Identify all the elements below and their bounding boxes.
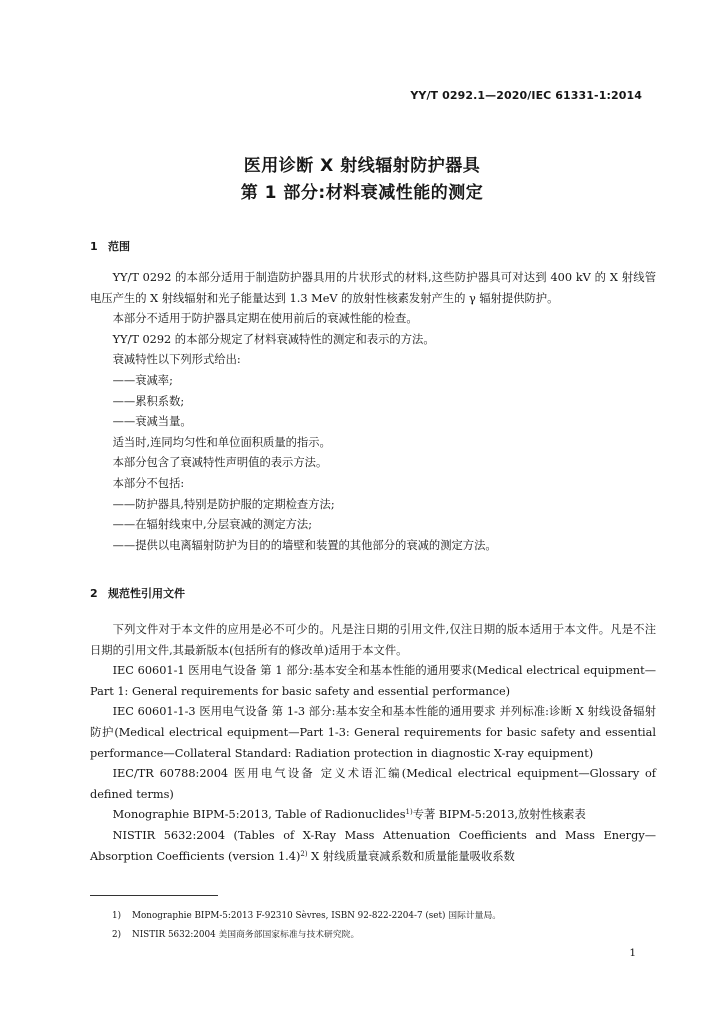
reference-item: IEC/TR 60788:2004 医用电气设备 定义术语汇编(Medical electrical equipment—Glossary of defined terms) xyxy=(90,767,656,801)
section-number: 1 xyxy=(90,240,98,253)
paragraph: YY/T 0292 的本部分适用于制造防护器具用的片状形式的材料,这些防护器具可对达到 400 kV 的 X 射线管电压产生的 X 射线辐射和光子能量达到 1.3 MeV 的放射性核素发射产生的 γ 辐射提供防护。 xyxy=(90,271,656,305)
paragraph: 本部分不适用于防护器具定期在使用前后的衰减性能的检查。 xyxy=(112,312,418,326)
footnote-mark: 2) xyxy=(112,930,122,940)
footnote xyxy=(112,907,652,926)
page-number: 1 xyxy=(629,947,636,959)
paragraph: 下列文件对于本文件的应用是必不可少的。凡是注日期的引用文件,仅注日期的版本适用于本文件。凡是不注日期的引用文件,其最新版本(包括所有的修改单)适用于本文件。 xyxy=(90,623,656,657)
list-item: ——在辐射线束中,分层衰减的测定方法; xyxy=(112,518,313,532)
list-item: ——提供以电离辐射防护为目的的墙壁和装置的其他部分的衰减的测定方法。 xyxy=(112,538,497,552)
reference-item xyxy=(90,805,656,826)
paragraph: 适当时,连同均匀性和单位面积质量的指示。 xyxy=(112,435,331,449)
document-title-line1: 医用诊断 X 射线辐射防护器具 xyxy=(243,156,481,176)
list-item: ——衰减当量。 xyxy=(112,415,192,429)
footnote-divider xyxy=(90,895,218,896)
section-1-heading xyxy=(90,238,130,254)
reference-text: X 射线质量衰减系数和质量能量吸收系数 xyxy=(307,849,515,863)
footnotes xyxy=(112,907,652,945)
paragraph: 衰减特性以下列形式给出: xyxy=(112,353,241,367)
reference-item: IEC 60601-1-3 医用电气设备 第 1-3 部分:基本安全和基本性能的通用要求 并列标准:诊断 X 射线设备辐射防护(Medical electrical equipment—Part 1-3: General requirements for basic safety and essential performance—Collateral Standard: Radiation protection in diagnostic X-ray equipment) xyxy=(90,705,656,760)
reference-text: NISTIR 5632:2004 (Tables of X-Ray Mass Attenuation Coefficients and Mass Energy—Absorption Coefficients (version 1.4) xyxy=(90,828,656,863)
list-item: ——防护器具,特别是防护服的定期检查方法; xyxy=(112,497,335,511)
section-2-heading xyxy=(90,585,185,601)
section-number: 2 xyxy=(90,587,98,600)
section-title: 范围 xyxy=(108,240,130,253)
footnote-text: Monographie BIPM-5:2013 F-92310 Sèvres, ISBN 92-822-2204-7 (set) 国际计量局。 xyxy=(132,911,502,921)
section-2-body xyxy=(90,620,656,867)
paragraph: 本部分包含了衰减特性声明值的表示方法。 xyxy=(112,456,328,470)
document-title-line2: 第 1 部分:材料衰减性能的测定 xyxy=(240,183,484,203)
footnote-mark: 1) xyxy=(112,911,122,921)
standard-code: YY/T 0292.1—2020/IEC 61331-1:2014 xyxy=(410,89,642,102)
section-title: 规范性引用文件 xyxy=(108,587,185,600)
paragraph: YY/T 0292 的本部分规定了材料衰减特性的测定和表示的方法。 xyxy=(112,332,435,346)
reference-text: Monographie BIPM-5:2013, Table of Radionuclides xyxy=(112,808,406,822)
list-item: ——累积系数; xyxy=(112,394,185,408)
reference-text: 专著 BIPM-5:2013,放射性核素表 xyxy=(412,808,586,822)
footnote-text: NISTIR 5632:2004 美国商务部国家标准与技术研究院。 xyxy=(132,930,360,940)
section-1-body xyxy=(90,268,656,556)
paragraph: 本部分不包括: xyxy=(112,476,185,490)
reference-item: IEC 60601-1 医用电气设备 第 1 部分:基本安全和基本性能的通用要求(Medical electrical equipment—Part 1: General requirements for basic safety and essential performance) xyxy=(90,664,656,698)
footnote-marker: 1) xyxy=(405,808,413,817)
footnote xyxy=(112,926,652,945)
reference-item xyxy=(90,826,656,867)
footnote-marker: 2) xyxy=(300,849,308,858)
list-item: ——衰减率; xyxy=(112,373,173,387)
